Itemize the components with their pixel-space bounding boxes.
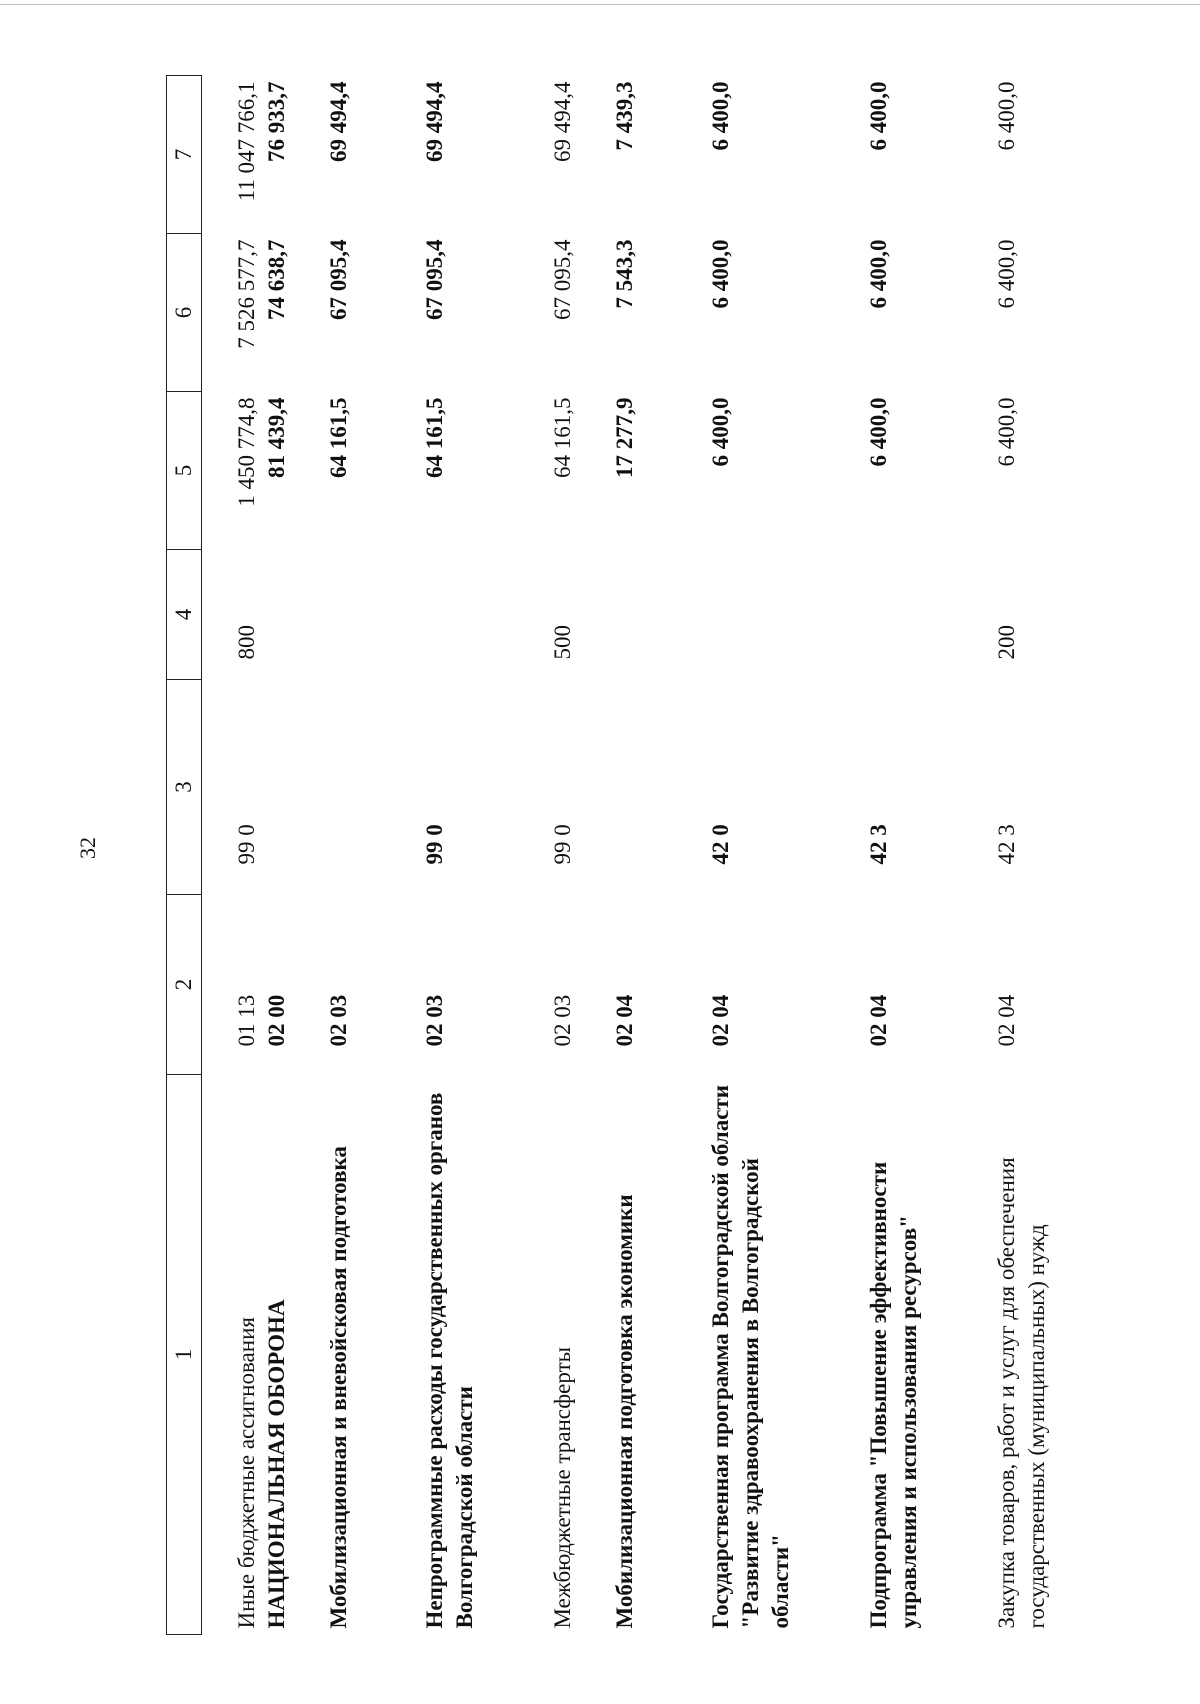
table-row bbox=[262, 76, 324, 1635]
header-col-2: 2 bbox=[167, 895, 202, 1075]
row-section-code: 02 00 bbox=[264, 994, 289, 1047]
row-section-code: 02 04 bbox=[708, 994, 733, 1047]
row-section-code: 02 04 bbox=[866, 994, 891, 1047]
table-row bbox=[706, 76, 864, 1635]
row-section-code: 02 03 bbox=[422, 994, 447, 1047]
row-expense-type bbox=[324, 550, 420, 680]
budget-table bbox=[166, 75, 1092, 1635]
table-row bbox=[610, 76, 706, 1635]
page-number: 32 bbox=[75, 837, 100, 859]
table-body bbox=[202, 76, 1093, 1635]
row-target-code: 99 0 bbox=[422, 824, 447, 865]
header-col-3: 3 bbox=[167, 680, 202, 895]
row-target-code: 42 0 bbox=[708, 824, 733, 865]
row-name: Закупка товаров, работ и услуг для обеспечения государственных (муниципальных) нужд bbox=[994, 1157, 1049, 1629]
row-expense-type: 500 bbox=[550, 625, 575, 660]
row-amount-col5: 64 161,5 bbox=[326, 397, 351, 478]
row-amount-col6: 67 095,4 bbox=[422, 239, 447, 320]
row-amount-col7: 69 494,4 bbox=[422, 81, 447, 162]
row-name: Мобилизационная и вневойсковая подготовка bbox=[326, 1146, 351, 1629]
scan-edge-top bbox=[0, 4, 1200, 5]
header-col-6: 6 bbox=[167, 234, 202, 392]
header-col-7: 7 bbox=[167, 76, 202, 234]
row-amount-col6: 67 095,4 bbox=[326, 239, 351, 320]
table-row bbox=[324, 76, 420, 1635]
row-amount-col6: 6 400,0 bbox=[708, 239, 733, 309]
header-col-1: 1 bbox=[167, 1075, 202, 1635]
row-amount-col5: 64 161,5 bbox=[550, 397, 575, 478]
row-amount-col7: 11 047 766,1 bbox=[234, 81, 259, 202]
row-expense-type bbox=[420, 550, 548, 680]
row-amount-col5: 64 161,5 bbox=[422, 397, 447, 478]
row-name: Мобилизационная подготовка экономики bbox=[612, 1194, 637, 1629]
row-target-code: 99 0 bbox=[234, 824, 259, 865]
row-amount-col7: 6 400,0 bbox=[866, 81, 891, 151]
table-row bbox=[202, 76, 263, 1635]
row-expense-type bbox=[262, 550, 324, 680]
row-name: НАЦИОНАЛЬНАЯ ОБОРОНА bbox=[264, 1299, 289, 1629]
row-amount-col6: 6 400,0 bbox=[866, 239, 891, 309]
row-amount-col5: 1 450 774,8 bbox=[234, 397, 259, 507]
table-header-row bbox=[167, 76, 202, 1635]
row-amount-col7: 69 494,4 bbox=[326, 81, 351, 162]
row-amount-col7: 6 400,0 bbox=[994, 81, 1019, 151]
row-section-code: 02 04 bbox=[994, 994, 1019, 1047]
row-section-code: 01 13 bbox=[234, 994, 259, 1047]
row-amount-col6: 7 526 577,7 bbox=[234, 239, 259, 349]
row-target-code: 99 0 bbox=[550, 824, 575, 865]
row-name: Иные бюджетные ассигнования bbox=[234, 1317, 259, 1629]
row-target-code: 42 3 bbox=[994, 824, 1019, 865]
row-expense-type bbox=[706, 550, 864, 680]
table-row bbox=[864, 76, 992, 1635]
row-name: Межбюджетные трансферты bbox=[550, 1346, 575, 1629]
table-row bbox=[420, 76, 548, 1635]
row-target-code bbox=[324, 680, 420, 895]
row-target-code: 42 3 bbox=[866, 824, 891, 865]
row-amount-col7: 69 494,4 bbox=[550, 81, 575, 162]
row-section-code: 02 04 bbox=[612, 994, 637, 1047]
row-amount-col5: 81 439,4 bbox=[264, 397, 289, 478]
header-col-4: 4 bbox=[167, 550, 202, 680]
row-amount-col7: 7 439,3 bbox=[612, 81, 637, 151]
row-amount-col7: 6 400,0 bbox=[708, 81, 733, 151]
row-expense-type: 200 bbox=[994, 625, 1019, 660]
row-amount-col5: 6 400,0 bbox=[866, 397, 891, 467]
row-amount-col5: 6 400,0 bbox=[994, 397, 1019, 467]
row-target-code bbox=[610, 680, 706, 895]
table-row bbox=[548, 76, 610, 1635]
row-name: Государственная программа Волгоградской области "Развитие здравоохранения в Волгоградской области" bbox=[708, 1085, 793, 1629]
row-amount-col7: 76 933,7 bbox=[264, 81, 289, 162]
table-rotator bbox=[166, 75, 1200, 1635]
row-section-code: 02 03 bbox=[550, 994, 575, 1047]
row-name: Подпрограмма "Повышение эффективности управления и использования ресурсов" bbox=[866, 1161, 921, 1629]
row-expense-type: 800 bbox=[234, 625, 259, 660]
row-name: Непрограммные расходы государственных органов Волгоградской области bbox=[422, 1092, 477, 1629]
row-target-code bbox=[262, 680, 324, 895]
row-expense-type bbox=[610, 550, 706, 680]
table-row bbox=[992, 76, 1092, 1635]
row-amount-col6: 7 543,3 bbox=[612, 239, 637, 309]
row-amount-col5: 6 400,0 bbox=[708, 397, 733, 467]
row-section-code: 02 03 bbox=[326, 994, 351, 1047]
row-expense-type bbox=[864, 550, 992, 680]
row-amount-col5: 17 277,9 bbox=[612, 397, 637, 478]
header-col-5: 5 bbox=[167, 392, 202, 550]
row-amount-col6: 67 095,4 bbox=[550, 239, 575, 320]
row-amount-col6: 74 638,7 bbox=[264, 239, 289, 320]
row-amount-col6: 6 400,0 bbox=[994, 239, 1019, 309]
